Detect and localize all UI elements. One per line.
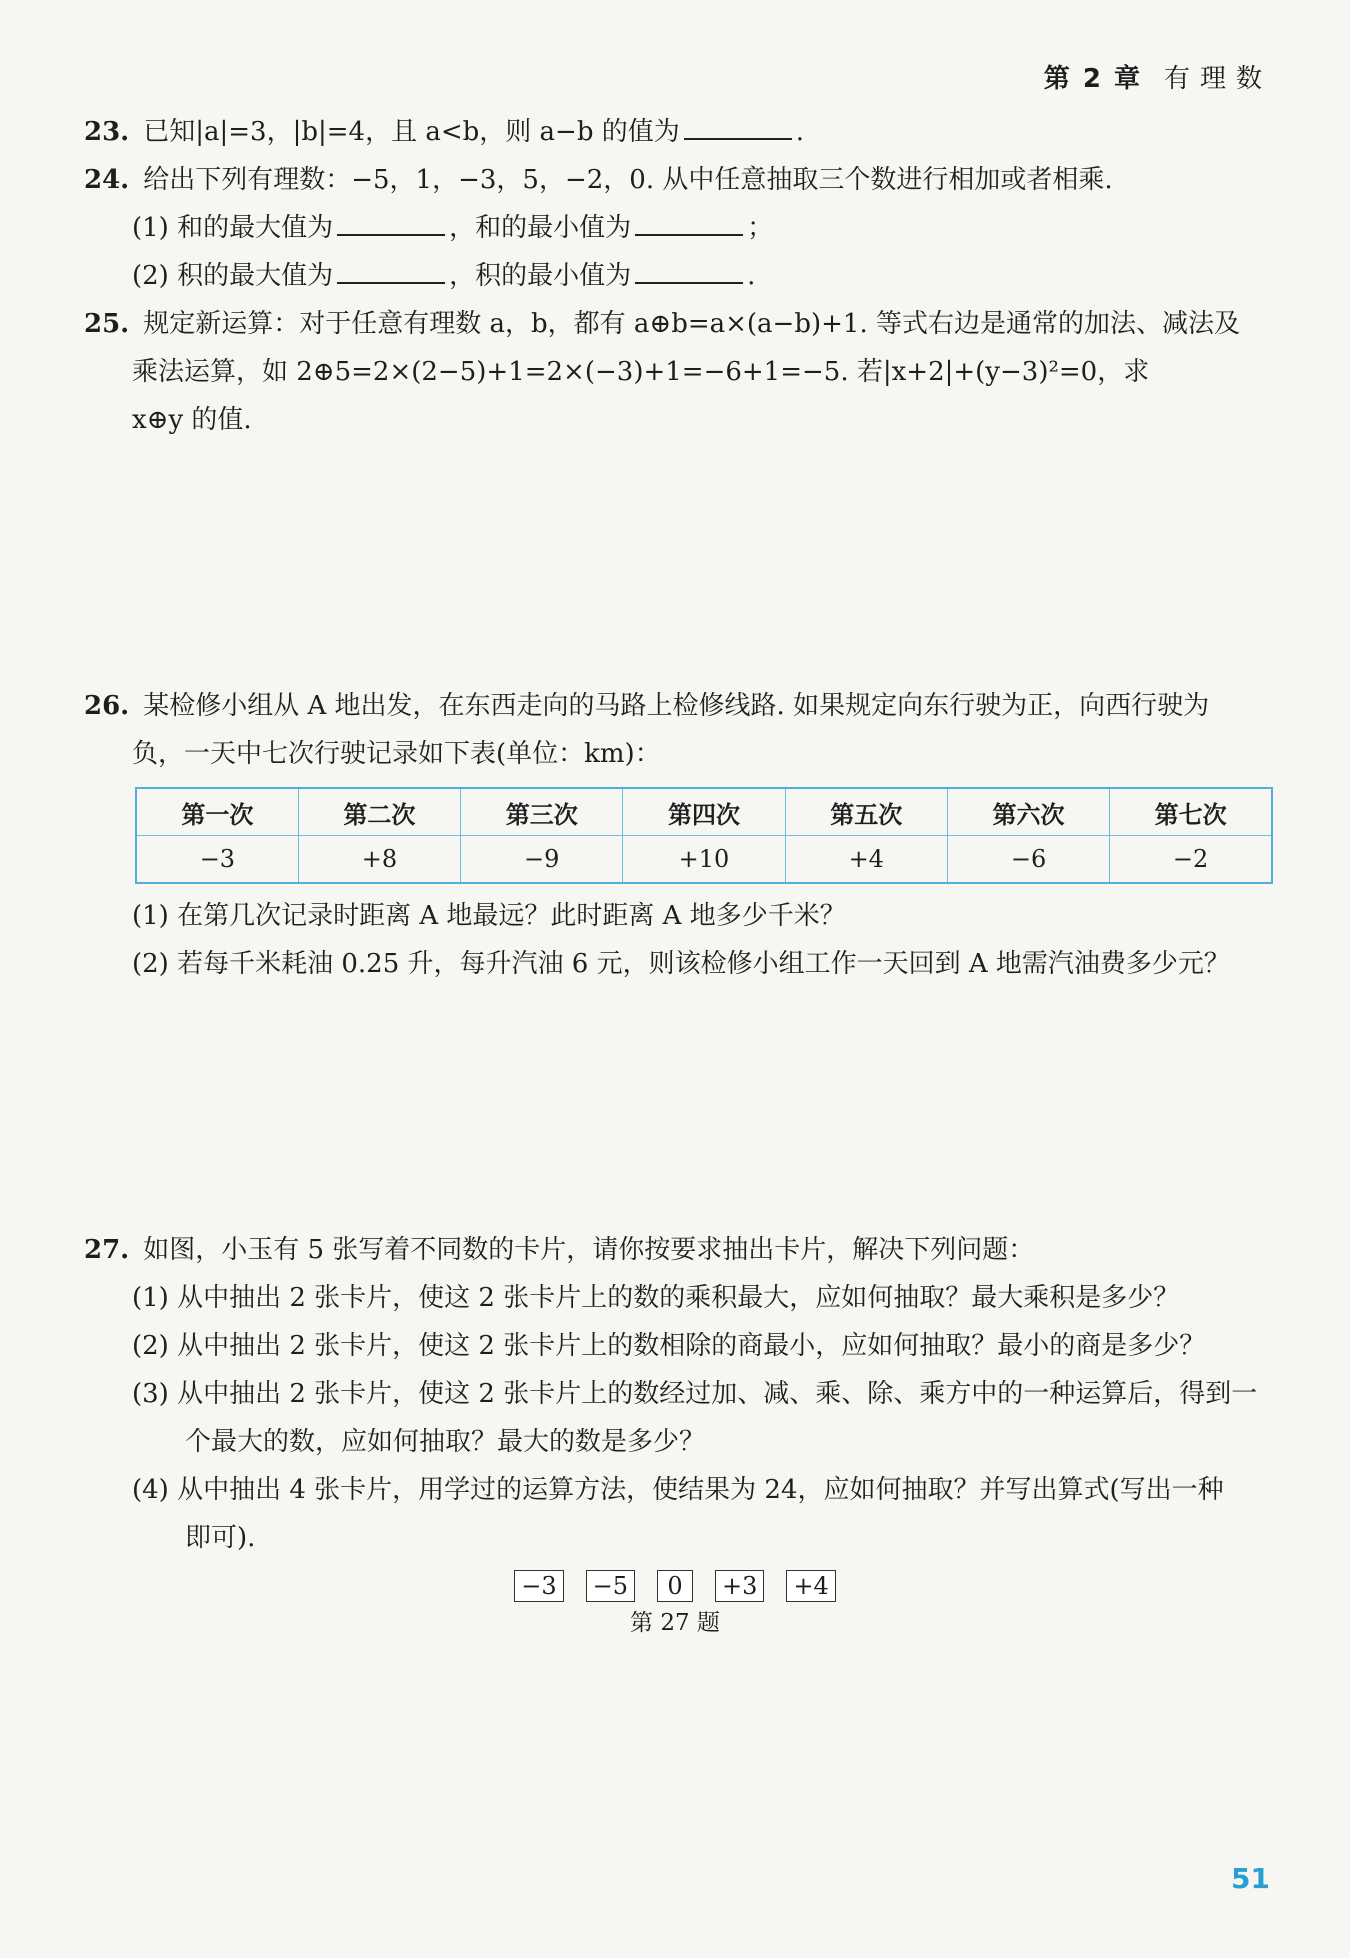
part-text: (2) 从中抽出 2 张卡片，使这 2 张卡片上的数相除的商最小，应如何抽取？最小的商是多少？ [132, 1331, 1206, 1361]
part-text: (4) 从中抽出 4 张卡片，用学过的运算方法，使结果为 24，应如何抽取？并写出算式(写出一种 [132, 1475, 1224, 1505]
number-card: −3 [514, 1570, 563, 1602]
answer-blank [635, 208, 743, 236]
part-text: (2) 若每千米耗油 0.25 升，每升汽油 6 元，则该检修小组工作一天回到 A 地需汽油费多少元？ [132, 949, 1230, 979]
part-text: ，积的最小值为 [449, 261, 632, 291]
question-text: x⊕y 的值. [132, 405, 252, 435]
chapter-number: 第 2 章 [1043, 64, 1142, 94]
number-card: +4 [786, 1570, 835, 1602]
number-card: +3 [715, 1570, 764, 1602]
question-number: 24. [84, 165, 130, 195]
question-text: 乘法运算，如 2⊕5=2×(2−5)+1=2×(−3)+1=−6+1=−5. 若|x+2|+(y−3)²=0，求 [132, 357, 1150, 387]
table-cell: +8 [298, 836, 460, 884]
part-text: (1) 从中抽出 2 张卡片，使这 2 张卡片上的数的乘积最大，应如何抽取？最大乘积是多少？ [132, 1283, 1180, 1313]
table-row [136, 836, 1272, 884]
question-27 [84, 1230, 1034, 1270]
part-text: (2) 积的最大值为 [132, 261, 334, 291]
table-header-cell: 第四次 [623, 788, 785, 836]
question-text: 规定新运算：对于任意有理数 a，b，都有 a⊕b=a×(a−b)+1. 等式右边是通常的加法、减法及 [143, 309, 1240, 339]
question-27-part-3 [132, 1374, 1257, 1414]
punctuation: ； [747, 213, 774, 243]
table-cell: +4 [785, 836, 947, 884]
question-number: 26. [84, 691, 130, 721]
answer-blank [684, 112, 792, 140]
question-24-part-1 [132, 208, 773, 248]
table-header-cell: 第五次 [785, 788, 947, 836]
driving-record-table [135, 787, 1273, 884]
part-text: ，和的最小值为 [449, 213, 632, 243]
question-26 [84, 686, 1209, 726]
question-text: 如图，小玉有 5 张写着不同数的卡片，请你按要求抽出卡片，解决下列问题： [143, 1235, 1035, 1265]
table-cell: −9 [461, 836, 623, 884]
chapter-title: 有理数 [1163, 64, 1272, 94]
table-cell: −6 [947, 836, 1109, 884]
question-25-line-3 [132, 400, 252, 440]
punctuation: . [747, 261, 756, 291]
answer-blank [337, 256, 445, 284]
question-26-part-1 [132, 896, 846, 936]
question-24-part-2 [132, 256, 755, 296]
question-27-part-3-cont [185, 1422, 705, 1462]
table-header-row [136, 788, 1272, 836]
answer-blank [337, 208, 445, 236]
table-cell: −3 [136, 836, 298, 884]
table-header-cell: 第二次 [298, 788, 460, 836]
question-number: 25. [84, 309, 130, 339]
number-card: 0 [657, 1570, 693, 1602]
page-number: 51 [1231, 1862, 1270, 1895]
question-number: 23. [84, 117, 130, 147]
question-text: 某检修小组从 A 地出发，在东西走向的马路上检修线路. 如果规定向东行驶为正，向西行驶为 [143, 691, 1210, 721]
question-24 [84, 160, 1113, 200]
question-27-part-2 [132, 1326, 1205, 1366]
question-text: 给出下列有理数：−5，1，−3，5，−2，0. 从中任意抽取三个数进行相加或者相乘. [143, 165, 1113, 195]
part-text: (3) 从中抽出 2 张卡片，使这 2 张卡片上的数经过加、减、乘、除、乘方中的一种运算后，得到一 [132, 1379, 1258, 1409]
table-header-cell: 第六次 [947, 788, 1109, 836]
part-text: (1) 和的最大值为 [132, 213, 334, 243]
question-27-part-4-cont [185, 1518, 255, 1558]
answer-blank [635, 256, 743, 284]
punctuation: . [795, 117, 804, 147]
question-27-part-1 [132, 1278, 1179, 1318]
table-cell: +10 [623, 836, 785, 884]
table-cell: −2 [1110, 836, 1272, 884]
chapter-header [1044, 58, 1272, 95]
part-text: (1) 在第几次记录时距离 A 地最远？此时距离 A 地多少千米？ [132, 901, 846, 931]
question-number: 27. [84, 1235, 130, 1265]
question-text: 负，一天中七次行驶记录如下表(单位：km)： [132, 739, 661, 769]
question-26-line-2 [132, 734, 661, 774]
table-header-cell: 第七次 [1110, 788, 1272, 836]
number-cards [0, 1570, 1350, 1602]
part-text: 即可). [185, 1523, 256, 1553]
table-header-cell: 第三次 [461, 788, 623, 836]
question-25-line-2 [132, 352, 1149, 392]
question-23 [84, 112, 804, 152]
question-25 [84, 304, 1240, 344]
question-text: 已知|a|=3，|b|=4，且 a<b，则 a−b 的值为 [143, 117, 680, 147]
question-26-part-2 [132, 944, 1230, 984]
part-text: 个最大的数，应如何抽取？最大的数是多少？ [185, 1427, 706, 1457]
number-card: −5 [586, 1570, 635, 1602]
table-header-cell: 第一次 [136, 788, 298, 836]
question-27-part-4 [132, 1470, 1224, 1510]
figure-caption: 第 27 题 [630, 1610, 720, 1636]
